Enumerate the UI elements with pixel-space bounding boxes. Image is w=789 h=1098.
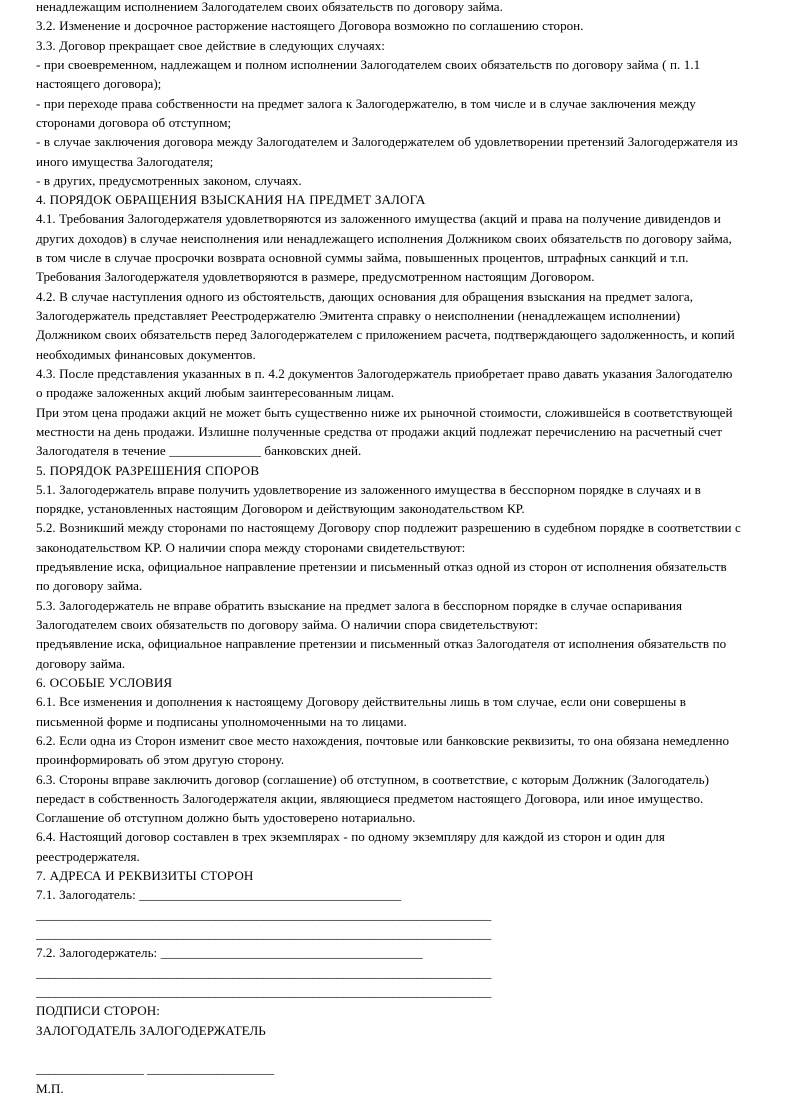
clause-4-2-cont-2: Должником своих обязательств перед Залогодержателем с приложением расчета, подтверждающего задолженность, и копий [36,327,735,343]
clause-3-1-continuation: ненадлежащим исполнением Залогодателем своих обязательств по договору займа. [36,0,503,14]
clause-6-3-cont-2: Соглашение об отступном должно быть удостоверено нотариально. [36,810,416,826]
section-5-heading: 5. ПОРЯДОК РАЗРЕШЕНИЯ СПОРОВ [36,462,260,478]
clause-4-1: 4.1. Требования Залогодержателя удовлетворяются из заложенного имущества (акций и права на получение дивидендов и [36,211,721,227]
document-text-body [36,0,764,1098]
clause-5-3-cont: Залогодателем своих обязательств по договору займа. О наличии спора свидетельствуют: [36,617,538,632]
clause-4-3-price-note: При этом цена продажи акций не может быть существенно ниже их рыночной стоимости, сложившейся в соответствующей [36,404,733,420]
clause-6-2: 6.2. Если одна из Сторон изменит свое место нахождения, почтовые или банковские реквизиты, то она обязана немедленно [36,732,730,748]
clause-6-3: 6.3. Стороны вправе заключить договор (соглашение) об отступном, в соответствие, с которым Должник (Залогодатель) [36,771,709,787]
clause-3-3-bullet-2: - при переходе права собственности на предмет залога к Залогодержателю, в том числе и в случае заключения между [36,95,696,111]
clause-4-2: 4.2. В случае наступления одного из обстоятельств, дающих основания для обращения взыскания на предмет залога, [36,288,693,304]
signatures-heading: ПОДПИСИ СТОРОН: [36,1003,160,1019]
clause-6-1-cont: письменной форме и подписаны уполномоченными на то лицами. [36,713,407,729]
clause-3-3-bullet-3: - в случае заключения договора между Залогодателем и Залогодержателем об удовлетворении претензий Залогодержателя из [36,134,738,150]
spacer-before-signature-rules [36,1040,764,1059]
clause-4-3: 4.3. После представления указанных в п. 4.2 документов Залогодержатель приобретает право давать указания Залогодателю [36,365,733,381]
clause-4-1-cont-3: Требования Залогодержателя удовлетворяются в размере, предусмотренном настоящим Договором. [36,269,595,285]
clause-3-3-bullet-3-cont: иного имущества Залогодателя; [36,153,214,169]
clause-4-2-cont-1: Залогодержатель представляет Реестродержателю Эмитента справку о неисполнении (ненадлежащем исполнении) [36,308,681,323]
clause-5-1-cont: порядке, установленных настоящим Договором и действующим законодательством КР. [36,501,525,517]
clause-5-1: 5.1. Залогодержатель вправе получить удовлетворение из заложенного имущества в бесспорном порядке в случаях и в [36,481,701,497]
seal-mark: М.П. [36,1080,64,1096]
clause-5-2-cont: законодательством КР. О наличии спора между сторонами свидетельствуют: [36,539,466,555]
clause-4-2-cont-3: необходимых финансовых документов. [36,346,256,362]
clause-5-2-evidence-cont: по договору займа. [36,578,143,594]
section-4-heading: 4. ПОРЯДОК ОБРАЩЕНИЯ ВЗЫСКАНИЯ НА ПРЕДМЕТ ЗАЛОГА [36,192,426,208]
clause-5-3-evidence-cont: договору займа. [36,655,126,671]
clause-3-3: 3.3. Договор прекращает свое действие в следующих случаях: [36,37,385,53]
clause-4-1-cont-1: других доходов) в случае неисполнения или ненадлежащего исполнения Должником своих обязательств по договору займа, [36,230,732,246]
pledgee-address-rule-1: __________________________________________________________________________ [36,964,491,980]
clause-5-2-evidence: предъявление иска, официальное направление претензии и письменный отказ одной из сторон от исполнения обязательств [36,559,727,575]
clause-6-1: 6.1. Все изменения и дополнения к настоящему Договору действительны лишь в том случае, если они совершены в [36,694,686,710]
clause-5-3: 5.3. Залогодержатель не вправе обратить взыскание на предмет залога в бесспорном порядке в случае оспаривания [36,597,683,613]
clause-6-2-cont: проинформировать об этом другую сторону. [36,752,284,768]
pledgee-address-rule-2: __________________________________________________________________________ [36,983,491,999]
clause-6-4-cont: реестродержателя. [36,848,140,864]
signatories-labels: ЗАЛОГОДАТЕЛЬ ЗАЛОГОДЕРЖАТЕЛЬ [36,1022,266,1038]
clause-4-1-cont-2: в том числе в случае просрочки возврата основной суммы займа, повышенных процентов, штрафных санкций и т.п. [36,250,689,266]
section-6-heading: 6. ОСОБЫЕ УСЛОВИЯ [36,674,173,690]
clause-4-3-term-blank: Залогодателя в течение ______________ банковских дней. [36,443,362,459]
clause-3-3-bullet-2-cont: сторонами договора об отступном; [36,114,232,130]
clause-3-3-bullet-1-cont: настоящего договора); [36,76,162,92]
clause-4-3-cont: о продаже заложенных акций любым заинтересованным лицам. [36,385,395,401]
section-7-heading: 7. АДРЕСА И РЕКВИЗИТЫ СТОРОН [36,868,254,884]
clause-5-3-evidence: предъявление иска, официальное направление претензии и письменный отказ Залогодателя от исполнения обязательств по [36,636,727,652]
clause-6-4: 6.4. Настоящий договор составлен в трех экземплярах - по одному экземпляру для каждой из сторон и один для [36,829,665,845]
clause-3-3-bullet-1: - при своевременном, надлежащем и полном исполнении Залогодателем своих обязательств по договору займа ( п. 1.1 [36,56,701,72]
clause-4-3-price-note-cont-1: местности на день продажи. Излишне полученные средства от продажи акций подлежат перечислению на расчетный счет [36,423,722,439]
clause-3-2: 3.2. Изменение и досрочное расторжение настоящего Договора возможно по соглашению сторон. [36,18,584,34]
clause-7-1-pledgor-field: 7.1. Залогодатель: ________________________________________ [36,887,402,903]
clause-7-2-pledgee-field: 7.2. Залогодержатель: ________________________________________ [36,945,423,961]
clause-3-3-bullet-4: - в других, предусмотренных законом, случаях. [36,172,302,188]
signature-rules: _________________ ____________________ [36,1061,274,1077]
pledgor-address-rule-1: __________________________________________________________________________ [36,906,491,922]
clause-5-2: 5.2. Возникший между сторонами по настоящему Договору спор подлежит разрешению в судебном порядке в соответствии с [36,520,741,536]
clause-6-3-cont-1: передаст в собственность Залогодержателя акции, являющиеся предметом настоящего Договора, или иное имущество. [36,790,704,806]
pledgor-address-rule-2: __________________________________________________________________________ [36,926,491,941]
